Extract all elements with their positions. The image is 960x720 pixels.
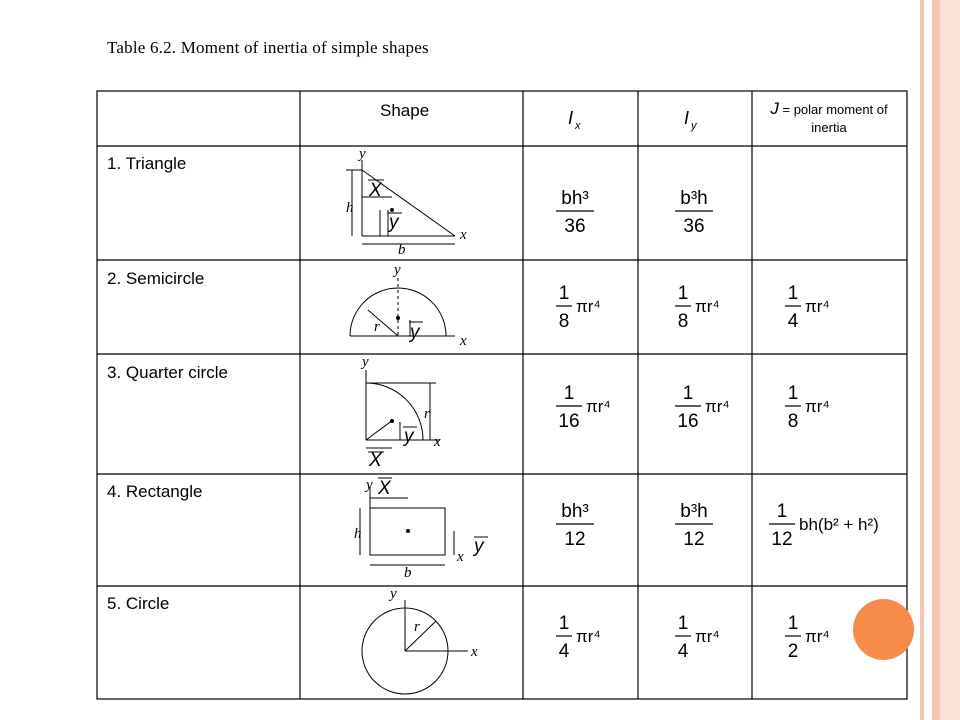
header-ix — [568, 108, 581, 132]
fraction-numerator: 1 — [776, 501, 788, 522]
fraction-denominator: 4 — [558, 641, 570, 662]
fraction-numerator: b³h — [680, 501, 708, 522]
header-iy — [684, 108, 698, 132]
fraction-denominator: 8 — [677, 311, 689, 332]
header-polar-moment — [753, 100, 905, 137]
formula-tail: πr⁴ — [695, 627, 720, 646]
centroid-x-label: X — [369, 450, 382, 471]
fraction-numerator: 1 — [787, 283, 799, 304]
fraction-denominator: 12 — [771, 529, 793, 550]
row-label-triangle: 1. Triangle — [107, 154, 187, 173]
formula-tail: πr⁴ — [805, 397, 830, 416]
decorative-circle — [853, 599, 914, 660]
centroid-y-label: y — [474, 536, 484, 557]
fraction-numerator: 1 — [787, 613, 799, 634]
row-label-semicircle: 2. Semicircle — [107, 269, 205, 288]
axis-x-label: x — [457, 549, 464, 565]
row-label-circle: 5. Circle — [107, 594, 170, 613]
formula-tail: πr⁴ — [576, 627, 601, 646]
fraction-denominator: 12 — [683, 529, 705, 550]
fraction-denominator: 8 — [787, 411, 799, 432]
svg-text:I: I — [568, 108, 574, 128]
polar-symbol: J — [770, 99, 779, 118]
fraction-denominator: 4 — [677, 641, 689, 662]
fraction-numerator: 1 — [677, 283, 689, 304]
svg-text:x: x — [575, 120, 581, 132]
svg-text:I: I — [684, 108, 690, 128]
radius-label: r — [414, 619, 420, 635]
centroid-x-label: X — [369, 180, 382, 201]
fraction-numerator: 1 — [558, 613, 570, 634]
axis-y-label: y — [390, 586, 397, 602]
formula-tail: πr⁴ — [805, 627, 830, 646]
formula-tail: πr⁴ — [586, 397, 611, 416]
row-label-quarter-circle: 3. Quarter circle — [107, 363, 228, 382]
fraction-numerator: bh³ — [561, 188, 589, 209]
centroid-y-label: y — [410, 322, 420, 343]
height-label: h — [354, 526, 362, 542]
axis-y-label: y — [362, 354, 369, 370]
fraction-denominator: 36 — [564, 216, 586, 237]
fraction-numerator: 1 — [563, 383, 575, 404]
fraction-denominator: 12 — [564, 529, 586, 550]
fraction-denominator: 16 — [677, 411, 699, 432]
centroid-y-label: y — [404, 426, 414, 447]
polar-description: = polar moment of inertia — [782, 102, 888, 135]
radius-label: r — [374, 319, 380, 335]
fraction-numerator: 1 — [787, 383, 799, 404]
axis-x-label: x — [471, 644, 478, 660]
fraction-numerator: 1 — [677, 613, 689, 634]
axis-x-label: x — [460, 227, 467, 243]
svg-text:y: y — [691, 120, 697, 132]
rectangle-diagram — [360, 487, 454, 565]
axis-y-label: y — [359, 146, 366, 162]
fraction-numerator: bh³ — [561, 501, 589, 522]
formula-tail: bh(b² + h²) — [799, 515, 879, 534]
header-shape: Shape — [380, 101, 430, 120]
table-grid — [97, 91, 907, 699]
formula-tail: πr⁴ — [576, 297, 601, 316]
fraction-denominator: 4 — [787, 311, 799, 332]
axis-y-label: y — [394, 262, 401, 278]
formula-layer — [556, 188, 879, 662]
semicircle-diagram — [350, 278, 455, 336]
fraction-numerator: 1 — [558, 283, 570, 304]
row-label-rectangle: 4. Rectangle — [107, 482, 203, 501]
axis-x-label: x — [434, 434, 441, 450]
fraction-denominator: 36 — [683, 216, 705, 237]
fraction-numerator: b³h — [680, 188, 708, 209]
radius-label: r — [424, 406, 430, 422]
triangle-diagram — [346, 160, 455, 244]
centroid-y-label: y — [389, 212, 399, 233]
axis-y-label: y — [366, 477, 373, 493]
base-label: b — [398, 242, 406, 258]
base-label: b — [404, 565, 412, 581]
fraction-numerator: 1 — [682, 383, 694, 404]
fraction-denominator: 8 — [558, 311, 570, 332]
formula-tail: πr⁴ — [805, 297, 830, 316]
centroid-x-label: X — [378, 478, 391, 499]
circle-diagram — [362, 600, 468, 694]
axis-x-label: x — [460, 333, 467, 349]
fraction-denominator: 2 — [787, 641, 799, 662]
table-title: Table 6.2. Moment of inertia of simple shapes — [107, 38, 429, 57]
height-label: h — [346, 200, 354, 216]
formula-tail: πr⁴ — [695, 297, 720, 316]
formula-tail: πr⁴ — [705, 397, 730, 416]
fraction-denominator: 16 — [558, 411, 580, 432]
